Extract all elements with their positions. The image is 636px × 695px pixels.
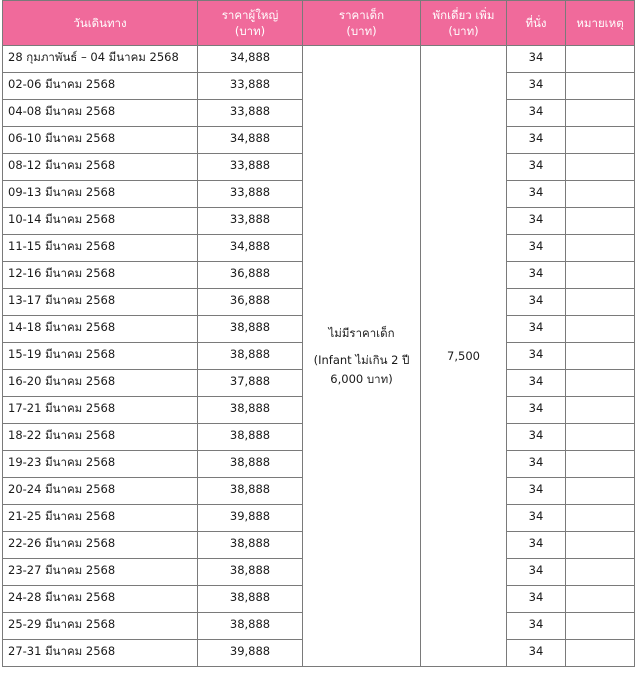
seats-cell: 34 xyxy=(507,262,566,289)
remarks-cell xyxy=(566,613,635,640)
header-seats-label: ที่นั่ง xyxy=(525,16,547,30)
travel-date-cell: 21-25 มีนาคม 2568 xyxy=(3,505,198,532)
adult-price-cell: 38,888 xyxy=(198,424,303,451)
seats-cell: 34 xyxy=(507,100,566,127)
adult-price-cell: 38,888 xyxy=(198,343,303,370)
header-adult-price-unit: (บาท) xyxy=(234,24,266,38)
seats-cell: 34 xyxy=(507,343,566,370)
table-body xyxy=(3,46,635,667)
adult-price-cell: 33,888 xyxy=(198,154,303,181)
travel-date-cell: 06-10 มีนาคม 2568 xyxy=(3,127,198,154)
seats-cell: 34 xyxy=(507,586,566,613)
adult-price-cell: 33,888 xyxy=(198,208,303,235)
adult-price-cell: 33,888 xyxy=(198,100,303,127)
travel-date-cell: 28 กุมภาพันธ์ – 04 มีนาคม 2568 xyxy=(3,46,198,73)
adult-price-cell: 38,888 xyxy=(198,397,303,424)
travel-date-cell: 15-19 มีนาคม 2568 xyxy=(3,343,198,370)
header-child-price-label: ราคาเด็ก xyxy=(338,8,385,22)
travel-date-cell: 25-29 มีนาคม 2568 xyxy=(3,613,198,640)
travel-date-cell: 04-08 มีนาคม 2568 xyxy=(3,100,198,127)
header-travel-date xyxy=(3,1,198,46)
adult-price-cell: 33,888 xyxy=(198,181,303,208)
remarks-cell xyxy=(566,505,635,532)
table-header xyxy=(3,1,635,46)
header-single-supplement xyxy=(421,1,507,46)
remarks-cell xyxy=(566,262,635,289)
seats-cell: 34 xyxy=(507,154,566,181)
travel-date-cell: 16-20 มีนาคม 2568 xyxy=(3,370,198,397)
travel-date-cell: 11-15 มีนาคม 2568 xyxy=(3,235,198,262)
remarks-cell xyxy=(566,424,635,451)
remarks-cell xyxy=(566,370,635,397)
seats-cell: 34 xyxy=(507,235,566,262)
adult-price-cell: 34,888 xyxy=(198,46,303,73)
seats-cell: 34 xyxy=(507,127,566,154)
price-table-container xyxy=(2,0,635,667)
adult-price-cell: 37,888 xyxy=(198,370,303,397)
header-single-supplement-label: พักเดี่ยว เพิ่ม xyxy=(432,8,495,22)
travel-date-cell: 13-17 มีนาคม 2568 xyxy=(3,289,198,316)
seats-cell: 34 xyxy=(507,316,566,343)
remarks-cell xyxy=(566,154,635,181)
travel-date-cell: 18-22 มีนาคม 2568 xyxy=(3,424,198,451)
remarks-cell xyxy=(566,343,635,370)
seats-cell: 34 xyxy=(507,478,566,505)
travel-date-cell: 23-27 มีนาคม 2568 xyxy=(3,559,198,586)
remarks-cell xyxy=(566,208,635,235)
header-adult-price xyxy=(198,1,303,46)
adult-price-cell: 34,888 xyxy=(198,127,303,154)
travel-date-cell: 22-26 มีนาคม 2568 xyxy=(3,532,198,559)
remarks-cell xyxy=(566,127,635,154)
single-supplement-cell: 7,500 xyxy=(421,46,507,667)
seats-cell: 34 xyxy=(507,181,566,208)
remarks-cell xyxy=(566,181,635,208)
header-travel-date-label: วันเดินทาง xyxy=(73,16,127,30)
adult-price-cell: 34,888 xyxy=(198,235,303,262)
travel-date-cell: 09-13 มีนาคม 2568 xyxy=(3,181,198,208)
header-child-price xyxy=(303,1,421,46)
adult-price-cell: 36,888 xyxy=(198,262,303,289)
seats-cell: 34 xyxy=(507,613,566,640)
remarks-cell xyxy=(566,73,635,100)
adult-price-cell: 36,888 xyxy=(198,289,303,316)
travel-date-cell: 10-14 มีนาคม 2568 xyxy=(3,208,198,235)
seats-cell: 34 xyxy=(507,208,566,235)
seats-cell: 34 xyxy=(507,532,566,559)
header-remarks xyxy=(566,1,635,46)
seats-cell: 34 xyxy=(507,46,566,73)
travel-date-cell: 24-28 มีนาคม 2568 xyxy=(3,586,198,613)
remarks-cell xyxy=(566,100,635,127)
header-child-price-unit: (บาท) xyxy=(346,24,377,38)
travel-date-cell: 14-18 มีนาคม 2568 xyxy=(3,316,198,343)
travel-date-cell: 02-06 มีนาคม 2568 xyxy=(3,73,198,100)
seats-cell: 34 xyxy=(507,397,566,424)
travel-date-cell: 19-23 มีนาคม 2568 xyxy=(3,451,198,478)
infant-price-note: (Infant ไม่เกิน 2 ปี 6,000 บาท) xyxy=(313,352,410,386)
remarks-cell xyxy=(566,316,635,343)
seats-cell: 34 xyxy=(507,424,566,451)
remarks-cell xyxy=(566,478,635,505)
adult-price-cell: 38,888 xyxy=(198,586,303,613)
travel-date-cell: 12-16 มีนาคม 2568 xyxy=(3,262,198,289)
travel-date-cell: 20-24 มีนาคม 2568 xyxy=(3,478,198,505)
seats-cell: 34 xyxy=(507,505,566,532)
seats-cell: 34 xyxy=(507,640,566,667)
remarks-cell xyxy=(566,532,635,559)
travel-date-cell: 08-12 มีนาคม 2568 xyxy=(3,154,198,181)
remarks-cell xyxy=(566,235,635,262)
adult-price-cell: 38,888 xyxy=(198,478,303,505)
seats-cell: 34 xyxy=(507,370,566,397)
remarks-cell xyxy=(566,289,635,316)
remarks-cell xyxy=(566,46,635,73)
child-price-cell xyxy=(303,46,421,667)
header-single-supplement-unit: (บาท) xyxy=(448,24,479,38)
remarks-cell xyxy=(566,586,635,613)
seats-cell: 34 xyxy=(507,289,566,316)
header-adult-price-label: ราคาผู้ใหญ่ xyxy=(221,8,279,22)
adult-price-cell: 33,888 xyxy=(198,73,303,100)
seats-cell: 34 xyxy=(507,73,566,100)
remarks-cell xyxy=(566,451,635,478)
travel-date-cell: 27-31 มีนาคม 2568 xyxy=(3,640,198,667)
adult-price-cell: 38,888 xyxy=(198,613,303,640)
seats-cell: 34 xyxy=(507,559,566,586)
adult-price-cell: 38,888 xyxy=(198,532,303,559)
remarks-cell xyxy=(566,559,635,586)
header-remarks-label: หมายเหตุ xyxy=(576,16,624,30)
travel-date-cell: 17-21 มีนาคม 2568 xyxy=(3,397,198,424)
header-seats xyxy=(507,1,566,46)
table-row xyxy=(3,46,635,73)
adult-price-cell: 39,888 xyxy=(198,505,303,532)
tour-price-table xyxy=(2,0,635,667)
adult-price-cell: 38,888 xyxy=(198,316,303,343)
remarks-cell xyxy=(566,640,635,667)
header-row xyxy=(3,1,635,46)
adult-price-cell: 39,888 xyxy=(198,640,303,667)
adult-price-cell: 38,888 xyxy=(198,451,303,478)
remarks-cell xyxy=(566,397,635,424)
adult-price-cell: 38,888 xyxy=(198,559,303,586)
seats-cell: 34 xyxy=(507,451,566,478)
child-price-text: ไม่มีราคาเด็ก xyxy=(328,325,395,340)
